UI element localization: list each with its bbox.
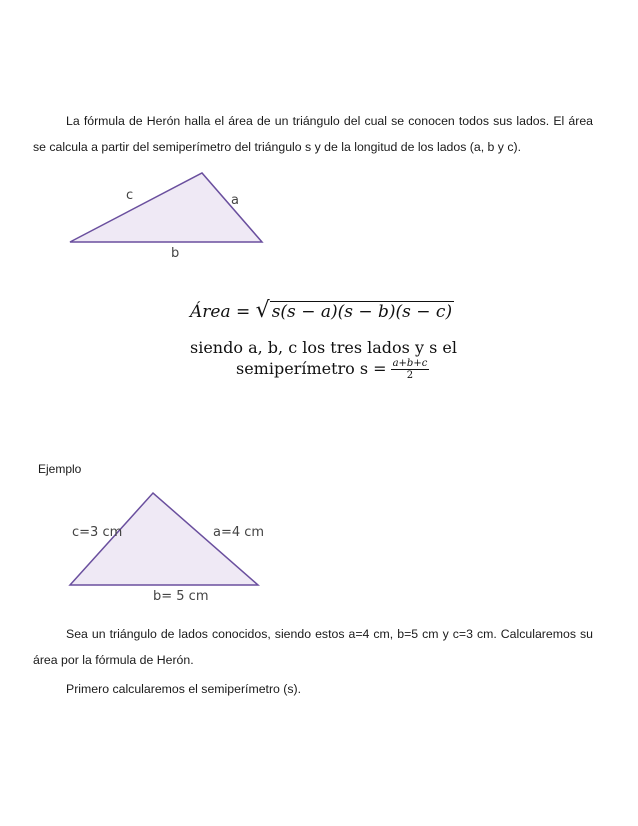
fraction-denominator: 2 xyxy=(406,370,414,381)
side-a-value-label: a=4 cm xyxy=(213,525,265,540)
formula-radicand: s(s − a)(s − b)(s − c) xyxy=(271,302,453,322)
formula-area-line xyxy=(190,298,457,328)
formula-equals: = xyxy=(236,302,251,322)
heron-formula xyxy=(190,298,457,381)
square-root-icon: √ xyxy=(255,298,270,323)
side-b-value-label: b= 5 cm xyxy=(153,589,209,604)
side-a-label: a xyxy=(231,193,239,208)
intro-paragraph-text: La fórmula de Herón halla el área de un triángulo del cual se conocen todos sus lados. El área se calcula a partir del semiperímetro del triángulo s y de la longitud de los lados (a, b y c). xyxy=(33,114,593,154)
formula-area-lhs: Área xyxy=(190,302,231,322)
example-paragraph-text: Sea un triángulo de lados conocidos, siendo estos a=4 cm, b=5 cm y c=3 cm. Calcularemos su área por la fórmula de Herón. xyxy=(33,627,593,667)
triangle-figure-abc xyxy=(60,165,280,275)
triangle-figure-example xyxy=(60,485,280,605)
side-c-value-label: c=3 cm xyxy=(72,525,123,540)
side-b-label: b xyxy=(171,246,180,261)
triangle-example-svg xyxy=(60,485,280,605)
semiperimeter-fraction xyxy=(391,358,430,381)
side-c-label: c xyxy=(126,188,134,203)
example-heading: Ejemplo xyxy=(38,462,82,476)
first-step-paragraph: Primero calcularemos el semiperímetro (s). xyxy=(66,682,302,696)
triangle-abc-svg xyxy=(60,165,280,275)
intro-paragraph xyxy=(33,108,593,160)
semiperimeter-prefix: semiperímetro s = xyxy=(236,359,387,378)
fraction-numerator: a+b+c xyxy=(392,358,428,369)
formula-explanation-line1: siendo a, b, c los tres lados y s el xyxy=(190,338,457,357)
formula-explanation-line2 xyxy=(190,358,457,381)
example-paragraph xyxy=(33,621,593,673)
